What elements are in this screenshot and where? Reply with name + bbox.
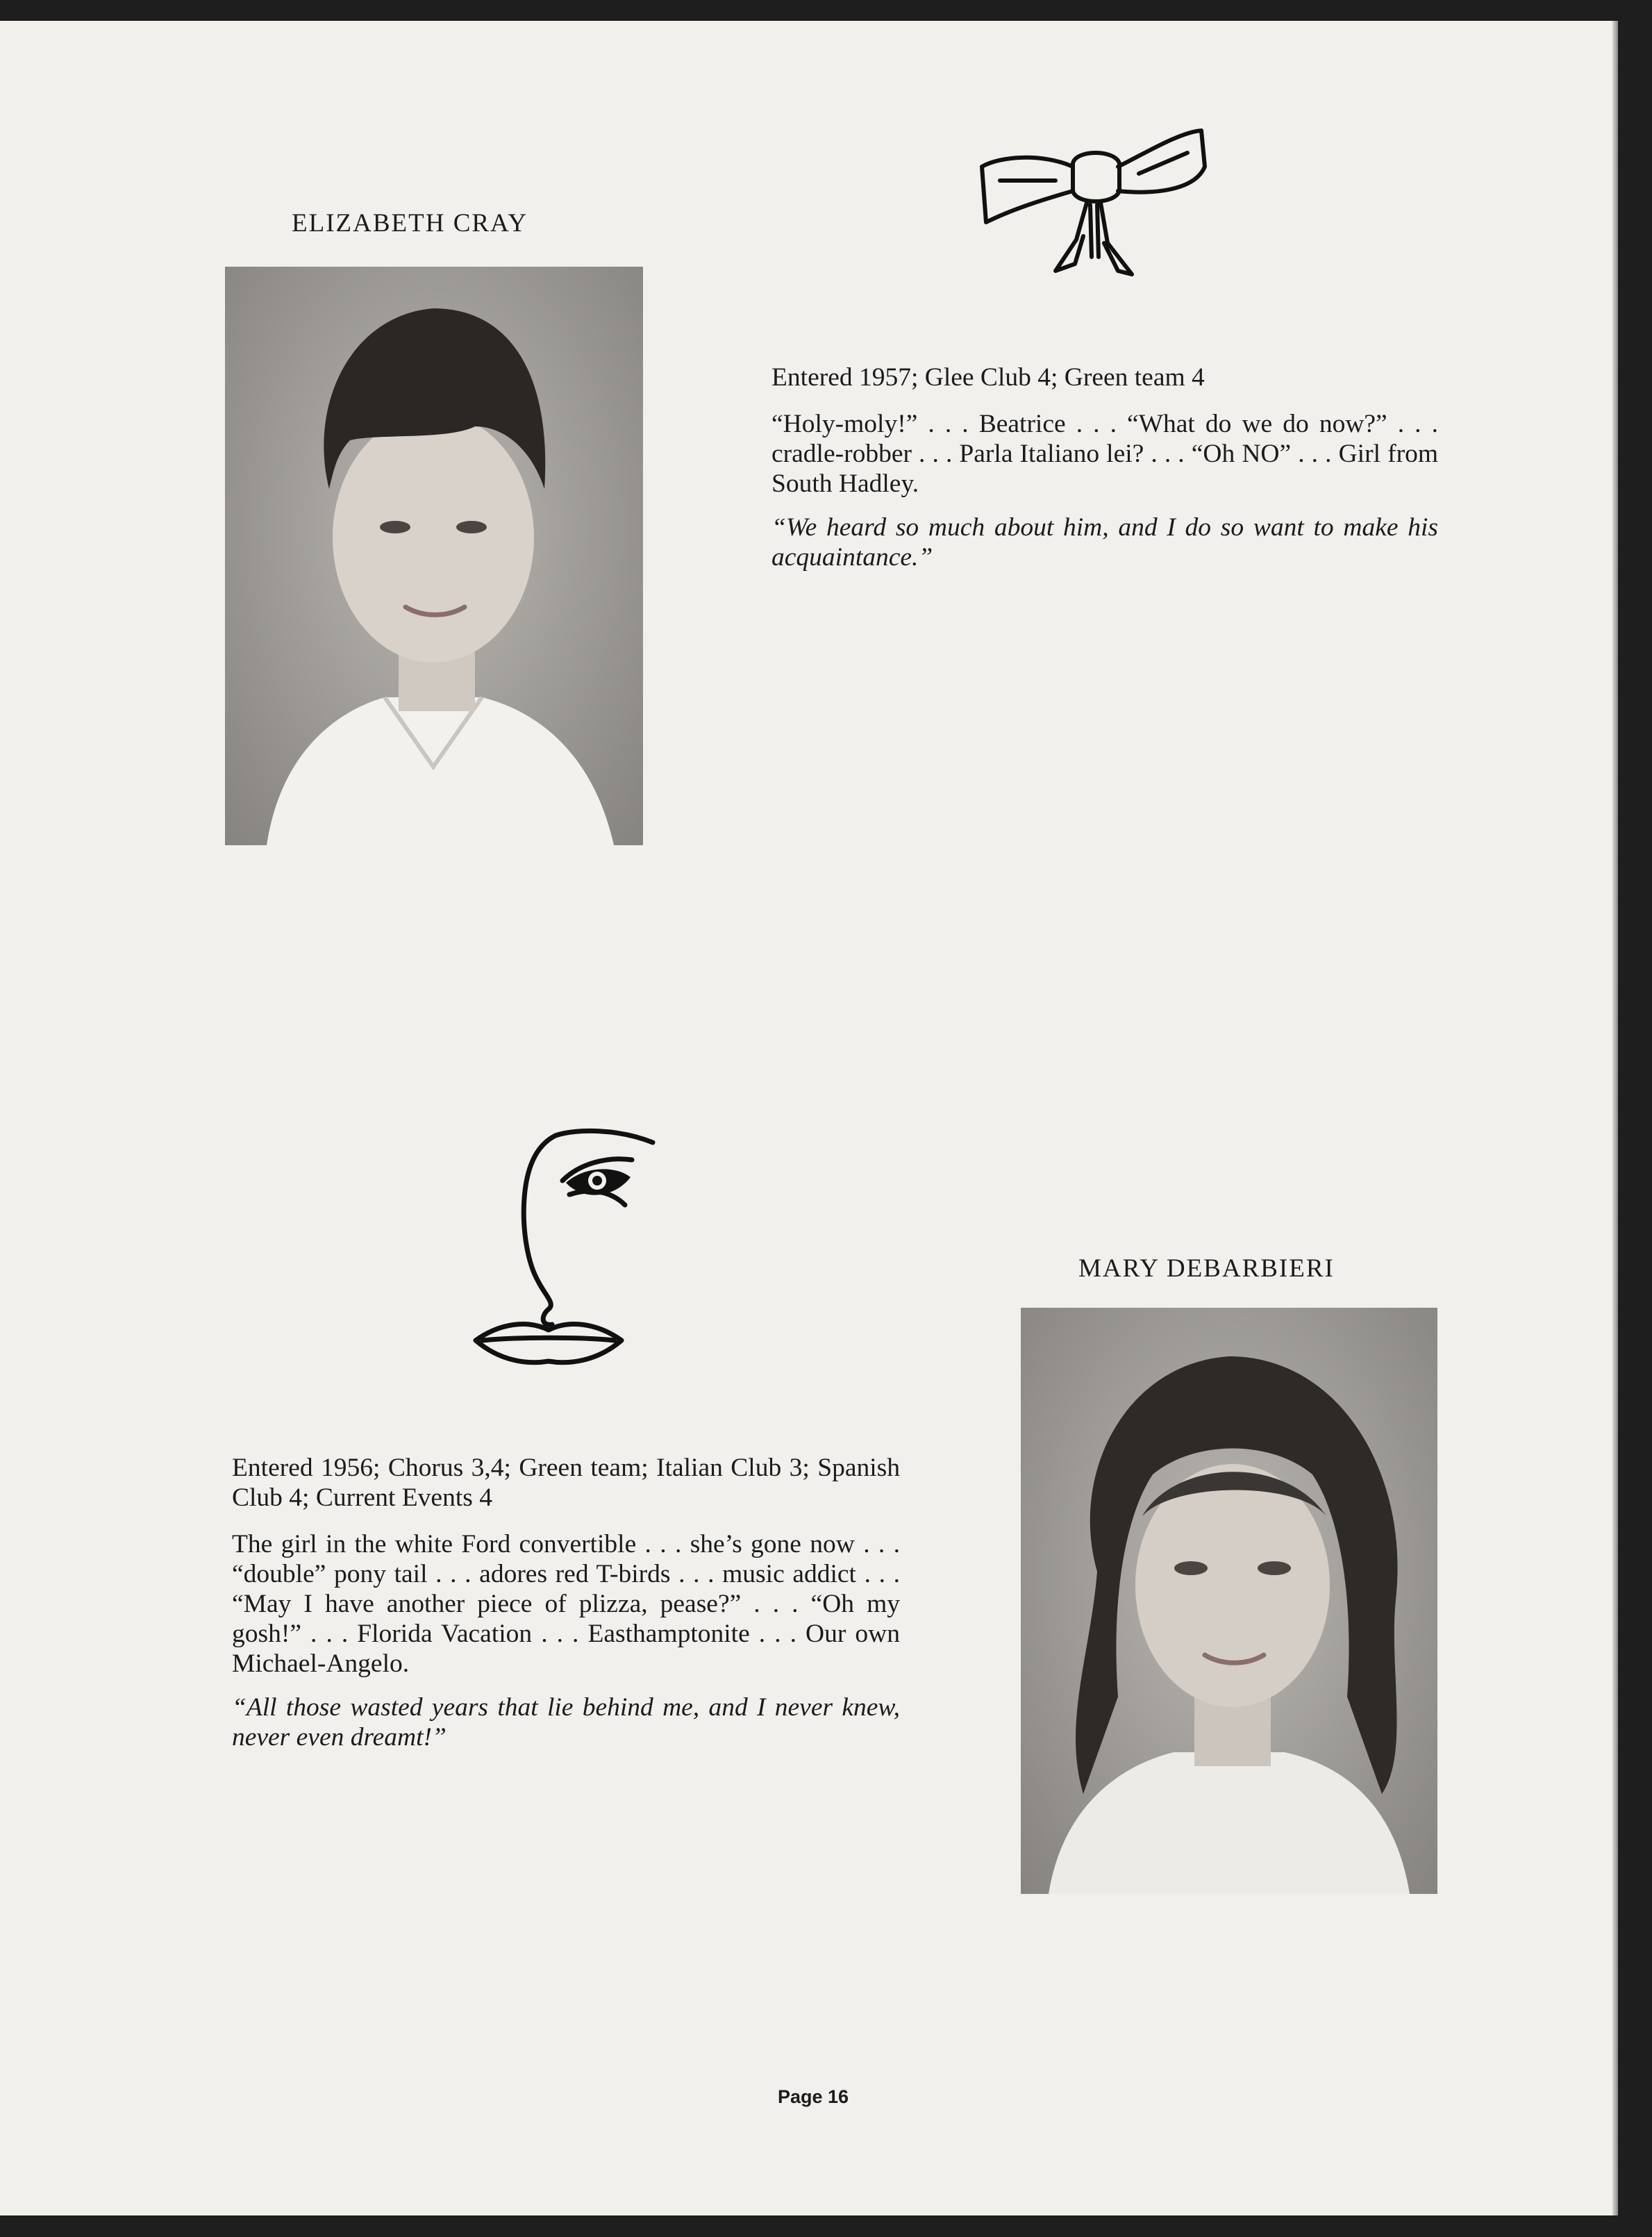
student-name-2: MARY DEBARBIERI [1078, 1254, 1335, 1283]
activities-text-2: Entered 1956; Chorus 3,4; Green team; Italian Club 3; Spanish Club 4; Current Events 4 [232, 1454, 900, 1512]
bow-icon [972, 125, 1208, 299]
quote-text-1: “We heard so much about him, and I do so want to make his acquaintance.” [771, 513, 1438, 572]
face-sketch-icon [458, 1122, 667, 1372]
student-photo-2 [1021, 1308, 1437, 1894]
page-number: Page 16 [778, 2086, 849, 2107]
activities-text-1: Entered 1957; Glee Club 4; Green team 4 [771, 363, 1205, 392]
quote-text-2: “All those wasted years that lie behind me, and I never knew, never even dreamt!” [232, 1693, 900, 1752]
remarks-text-2: The girl in the white Ford convertible . . . she’s gone now . . . “double” pony tail . . . adores red T-birds . . . music addict . . . “May I have another piece of plizza, pease?” . . . “Oh my gosh!” . . . Florida Vacation . . . Easthamptonite . . . Our own Michael-Angelo. [232, 1530, 900, 1678]
remarks-text-1: “Holy-moly!” . . . Beatrice . . . “What do we do now?” . . . cradle-robber . . . Parla Italiano lei? . . . “Oh NO” . . . Girl from South Hadley. [771, 410, 1438, 498]
student-name-1: ELIZABETH CRAY [292, 209, 528, 238]
page-spine [1612, 21, 1618, 2215]
student-photo-1 [225, 267, 643, 845]
